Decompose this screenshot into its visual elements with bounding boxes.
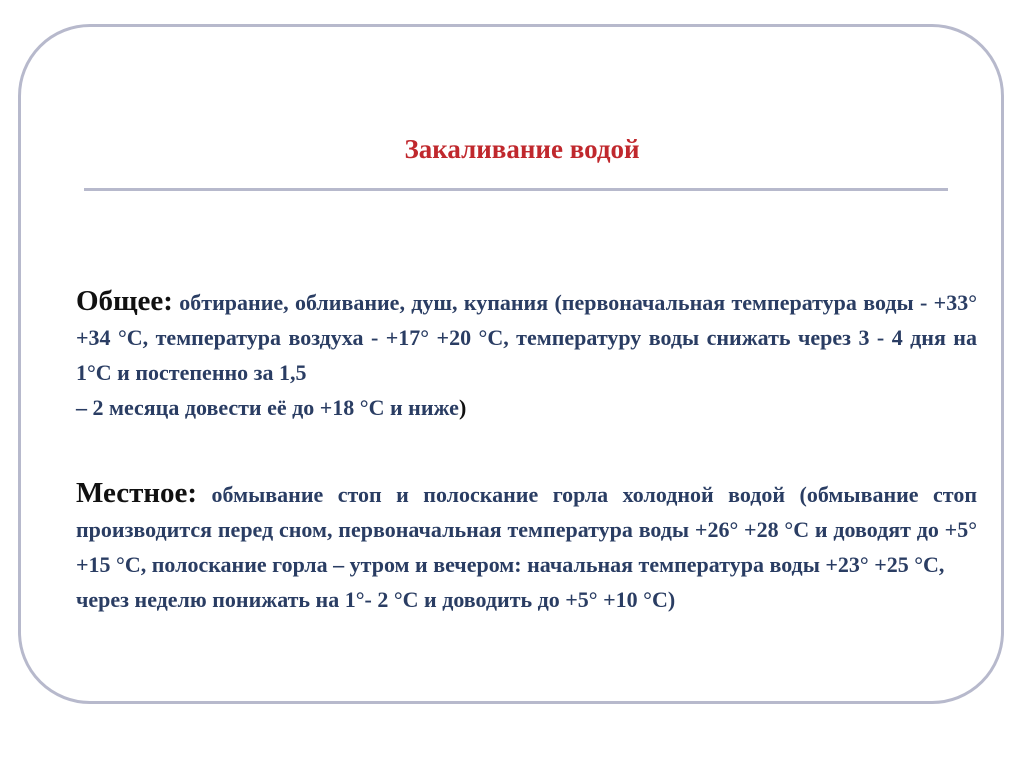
general-last-line-text: – 2 месяца довести её до +18 °С и ниже — [76, 395, 459, 420]
local-body: обмывание стоп и полоскание горла холодной водой (обмывание стоп производится перед сном, первоначальная температура воды +26° +28 °С и доводят до +5° +15 °С, полоскание горла – утром и вечером: начальная температура воды +23° +25 °С, — [76, 482, 977, 577]
general-paragraph — [76, 284, 977, 425]
general-last-line — [76, 390, 977, 425]
local-last-line: через неделю понижать на 1°- 2 °С и доводить до +5° +10 °С) — [76, 587, 676, 612]
local-paragraph — [76, 476, 977, 617]
slide-title: Закаливание водой — [404, 134, 640, 164]
title-divider — [84, 188, 948, 191]
general-close-paren: ) — [458, 395, 467, 420]
general-lead: Общее: — [76, 285, 173, 317]
general-body: обтирание, обливание, душ, купания (первоначальная температура воды - +33° +34 °С, температура воздуха - +17° +20 °С, температуру воды снижать через 3 - 4 дня на 1°С и постепенно за 1,5 — [76, 290, 977, 385]
local-lead: Местное: — [76, 477, 198, 509]
